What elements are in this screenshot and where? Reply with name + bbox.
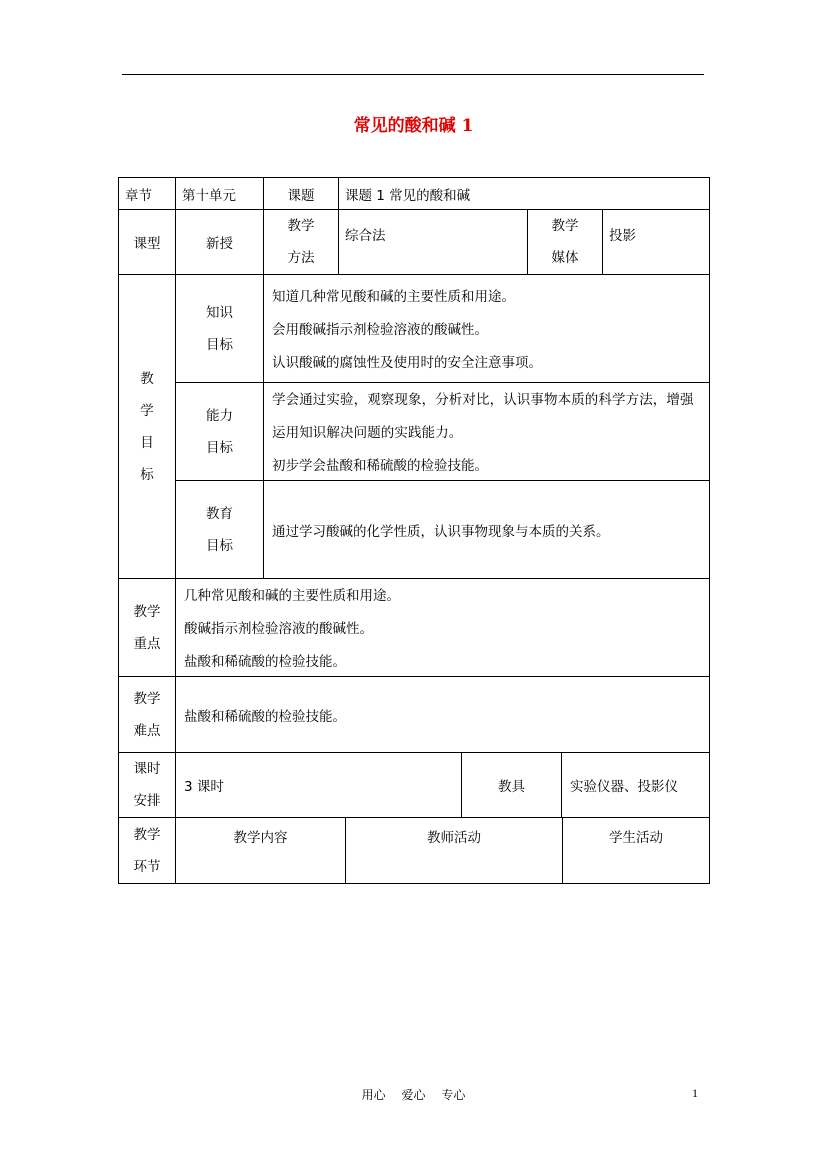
page-number: 1 — [692, 1086, 698, 1100]
ability-label-line: 能力 — [206, 407, 233, 424]
key-label-line: 教学 — [133, 603, 161, 620]
goals-label-char: 目 — [140, 434, 154, 451]
knowledge-content — [263, 274, 710, 383]
teacher-column-header: 教师活动 — [345, 817, 563, 884]
education-label-line: 教育 — [206, 505, 233, 522]
difficulty-label — [118, 676, 176, 753]
stage-label-line: 环节 — [133, 858, 161, 875]
knowledge-line: 会用酸碱指示剂检验溶液的酸碱性。 — [272, 322, 488, 338]
type-label: 课型 — [118, 209, 176, 275]
ability-content — [263, 382, 710, 481]
student-column-header: 学生活动 — [562, 817, 710, 884]
knowledge-line: 认识酸碱的腐蚀性及使用时的安全注意事项。 — [272, 355, 542, 371]
knowledge-label-line: 知识 — [206, 304, 233, 321]
media-label-line: 媒体 — [551, 250, 579, 266]
education-label — [175, 480, 264, 579]
topic-label: 课题 — [263, 177, 339, 210]
education-label-line: 目标 — [206, 537, 233, 554]
goals-label — [118, 274, 176, 579]
difficulty-label-line: 难点 — [133, 722, 161, 739]
goals-label-char: 标 — [140, 466, 154, 483]
tools-value: 实验仪器、投影仪 — [561, 752, 710, 818]
stage-label — [118, 817, 176, 884]
footer-motto-word: 爱心 — [401, 1088, 426, 1102]
key-label — [118, 578, 176, 677]
media-label-line: 教学 — [551, 218, 579, 234]
key-line: 酸碱指示剂检验溶液的酸碱性。 — [184, 621, 373, 637]
topic-value: 课题 1 常见的酸和碱 — [338, 177, 710, 210]
ability-line: 初步学会盐酸和稀硫酸的检验技能。 — [272, 458, 488, 474]
hours-label-line: 安排 — [133, 793, 161, 809]
tools-label: 教具 — [461, 752, 562, 818]
method-value: 综合法 — [338, 209, 528, 275]
hours-value: 3 课时 — [175, 752, 462, 818]
stage-label-line: 教学 — [133, 826, 161, 843]
footer-motto-word: 用心 — [361, 1088, 386, 1102]
footer-motto — [0, 1086, 827, 1103]
footer-motto-word: 专心 — [441, 1088, 466, 1102]
chapter-label: 章节 — [118, 177, 176, 210]
education-content: 通过学习酸碱的化学性质，认识事物现象与本质的关系。 — [263, 480, 710, 579]
key-line: 盐酸和稀硫酸的检验技能。 — [184, 654, 346, 670]
media-label — [527, 209, 603, 275]
ability-label-line: 目标 — [206, 439, 233, 456]
chapter-value: 第十单元 — [175, 177, 264, 210]
difficulty-label-line: 教学 — [133, 690, 161, 707]
key-label-line: 重点 — [133, 635, 161, 652]
method-label-line: 方法 — [287, 250, 315, 266]
hours-label-line: 课时 — [133, 761, 161, 777]
header-rule — [122, 74, 704, 75]
ability-line: 学会通过实验，观察现象，分析对比，认识事物本质的科学方法，增强运用知识解决问题的实践能力。 — [272, 392, 694, 441]
hours-label — [118, 752, 176, 818]
knowledge-label — [175, 274, 264, 383]
ability-label — [175, 382, 264, 481]
type-value: 新授 — [175, 209, 264, 275]
method-label — [263, 209, 339, 275]
method-label-line: 教学 — [287, 218, 315, 234]
media-value: 投影 — [602, 209, 710, 275]
key-line: 几种常见酸和碱的主要性质和用途。 — [184, 588, 400, 604]
page-title: 常见的酸和碱 1 — [353, 116, 474, 136]
difficulty-content: 盐酸和稀硫酸的检验技能。 — [175, 676, 710, 753]
knowledge-label-line: 目标 — [206, 336, 233, 353]
content-column-header: 教学内容 — [175, 817, 346, 884]
goals-label-char: 教 — [140, 370, 154, 387]
key-content — [175, 578, 710, 677]
goals-label-char: 学 — [140, 402, 154, 419]
knowledge-line: 知道几种常见酸和碱的主要性质和用途。 — [272, 289, 515, 305]
